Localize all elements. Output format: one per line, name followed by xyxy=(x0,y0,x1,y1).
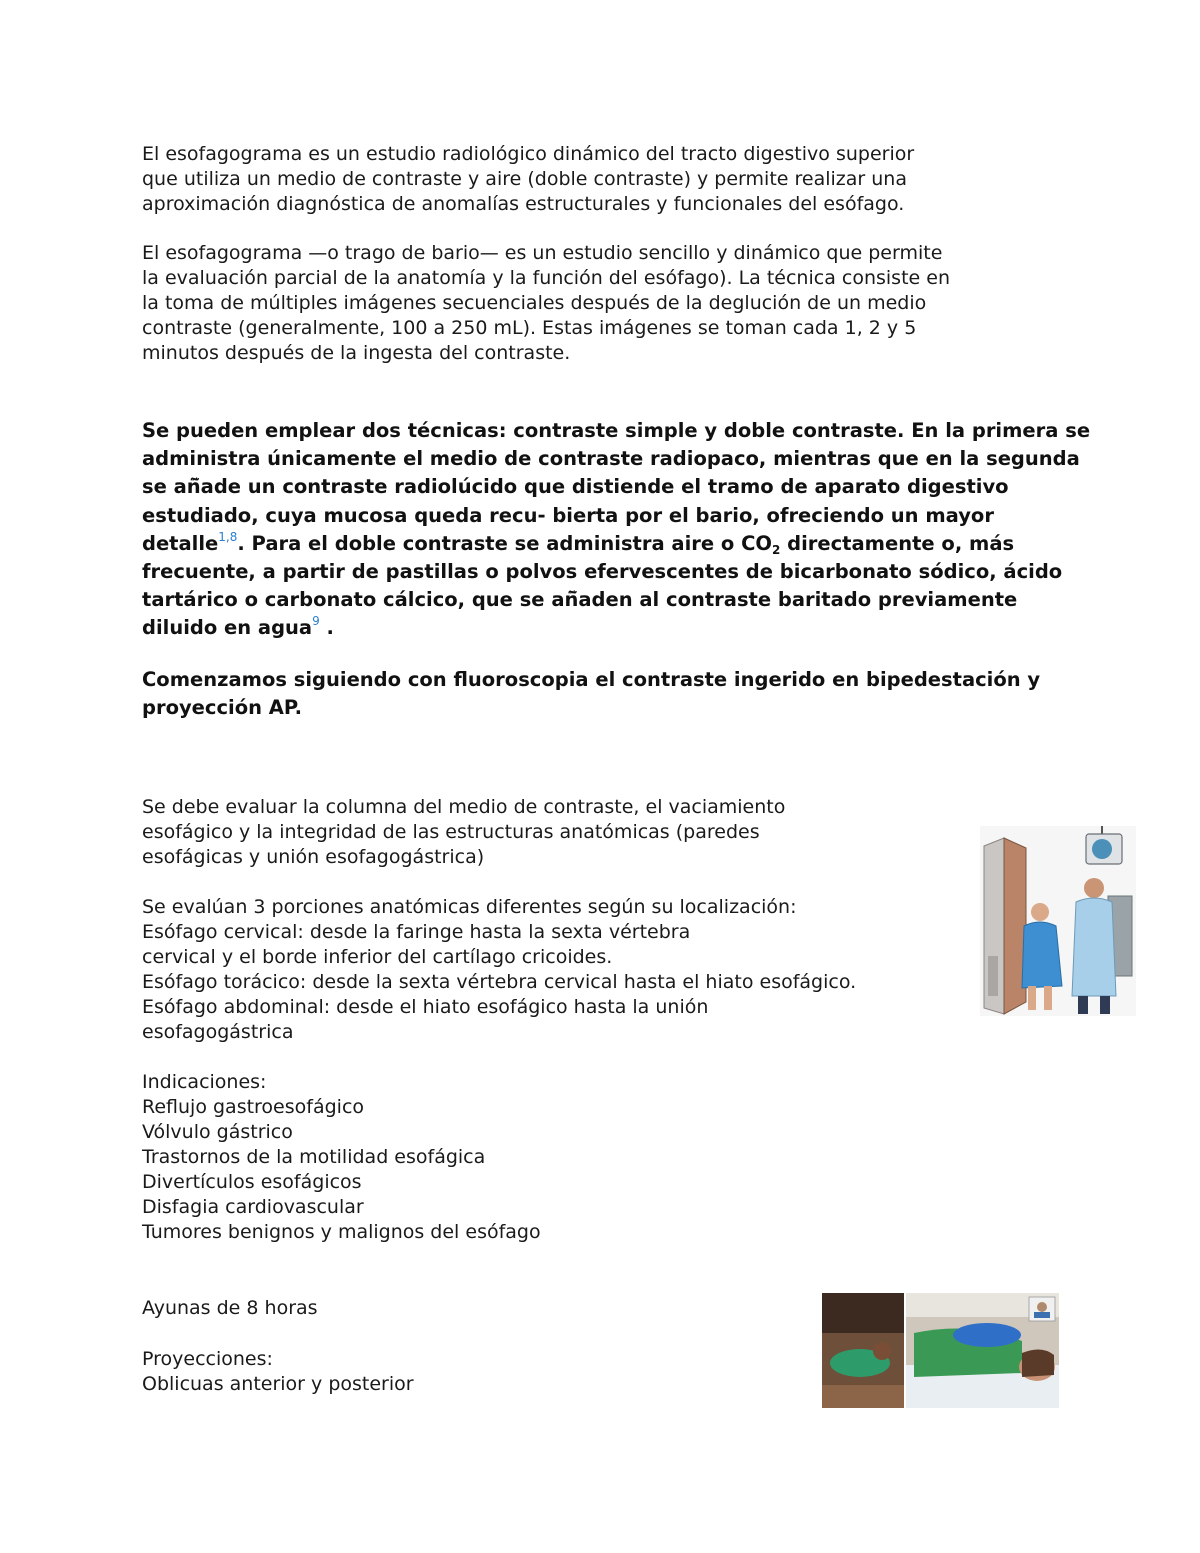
list-heading: Indicaciones: xyxy=(142,1071,267,1093)
text-line: se añ̃ade un contraste radiolúcido que distiende el tramo de aparato digestivo xyxy=(142,475,1009,499)
text-line: la evaluación parcial de la anatomía y la función del esófago). La técnica consiste en xyxy=(142,267,950,289)
text-run: diluido en agua xyxy=(142,616,313,640)
oblique-projection-photo-drawing xyxy=(822,1293,1059,1408)
text-line: la toma de múltiples imágenes secuenciales después de la deglución de un medio xyxy=(142,292,927,314)
trago-paragraph xyxy=(142,241,950,366)
list-item: Tumores benignos y malignos del esófago xyxy=(142,1221,541,1243)
list-item: Disfagia cardiovascular xyxy=(142,1196,364,1218)
text-line: tartárico o carbonato cálcico, que se añ̃aden al contraste baritado previamente xyxy=(142,588,1018,612)
text-line xyxy=(142,614,1090,642)
text-line: Ayunas de 8 horas xyxy=(142,1297,318,1319)
text-line: Esófago abdominal: desde el hiato esofágico hasta la unión xyxy=(142,996,709,1018)
porciones-paragraph xyxy=(142,895,856,1045)
text-line: Se pueden emplear dos técnicas: contraste simple y doble contraste. En la primera se xyxy=(142,419,1091,442)
text-line: El esofagograma es un estudio radiológico dinámico del tracto digestivo superior xyxy=(142,143,915,165)
text-line: estudiado, cuya mucosa queda recu- bierta por el bario, ofreciendo un mayor xyxy=(142,503,994,527)
text-line: contraste (generalmente, 100 a 250 mL). Estas imágenes se toman cada 1, 2 y 5 xyxy=(142,317,917,339)
text-line: administra únicamente el medio de contraste radiopaco, mientras que en la segunda xyxy=(142,447,1080,471)
text-line: Oblicuas anterior y posterior xyxy=(142,1373,414,1395)
text-line: Se debe evaluar la columna del medio de contraste, el vaciamiento xyxy=(142,796,786,818)
text-run: detalle xyxy=(142,531,219,555)
text-run: directamente o, más xyxy=(780,531,1015,555)
evaluar-paragraph xyxy=(142,795,785,870)
text-line: cervical y el borde inferior del cartílago cricoides. xyxy=(142,946,613,968)
subscript: 2 xyxy=(771,542,781,557)
text-line xyxy=(142,530,1090,558)
text-line: esofagogástrica xyxy=(142,1021,294,1043)
reference-link[interactable]: 1,8 xyxy=(218,529,238,544)
list-item: Vólvulo gástrico xyxy=(142,1121,293,1143)
text-line: aproximación diagnóstica de anomalías estructurales y funcionales del esófago. xyxy=(142,193,905,215)
ayunas-paragraph xyxy=(142,1296,318,1321)
text-line: Esófago cervical: desde la faringe hasta la sexta vértebra xyxy=(142,921,691,943)
text-line: Proyecciones: xyxy=(142,1348,273,1370)
text-line: proyección AP. xyxy=(142,696,302,720)
indicaciones-list xyxy=(142,1070,541,1245)
text-line: Comenzamos siguiendo con fluoroscopia el contraste ingerido en bipedestación y xyxy=(142,668,1041,691)
text-line: minutos después de la ingesta del contraste. xyxy=(142,342,571,364)
fluoroscopy-illustration xyxy=(980,826,1136,1016)
text-line: que utiliza un medio de contraste y aire (doble contraste) y permite realizar una xyxy=(142,168,907,190)
comenzamos-paragraph xyxy=(142,666,1040,722)
text-line: esofágicas y unión esofagogástrica) xyxy=(142,846,485,868)
text-line: frecuente, a partir de pastillas o polvos efervescentes de bicarbonato sódico, ácido xyxy=(142,560,1063,584)
text-line: Esófago torácico: desde la sexta vértebra cervical hasta el hiato esofágico. xyxy=(142,971,857,993)
text-line: El esofagograma —o trago de bario— es un estudio sencillo y dinámico que permite xyxy=(142,242,943,264)
list-item: Divertículos esofágicos xyxy=(142,1171,362,1193)
reference-link[interactable]: 9 xyxy=(312,614,320,629)
text-run: . Para el doble contraste se administra aire o CO xyxy=(237,531,772,555)
text-run: . xyxy=(319,616,334,640)
list-item: Trastornos de la motilidad esofágica xyxy=(142,1146,486,1168)
text-line: esofágico y la integridad de las estructuras anatómicas (paredes xyxy=(142,821,760,843)
text-line: Se evalúan 3 porciones anatómicas diferentes según su localización: xyxy=(142,896,797,918)
proyecciones-paragraph xyxy=(142,1347,414,1397)
oblique-projection-photo xyxy=(822,1293,1059,1408)
fluoroscopy-illustration-drawing xyxy=(980,826,1136,1016)
tecnicas-paragraph xyxy=(142,417,1090,643)
intro-paragraph xyxy=(142,142,914,217)
list-item: Reflujo gastroesofágico xyxy=(142,1096,365,1118)
